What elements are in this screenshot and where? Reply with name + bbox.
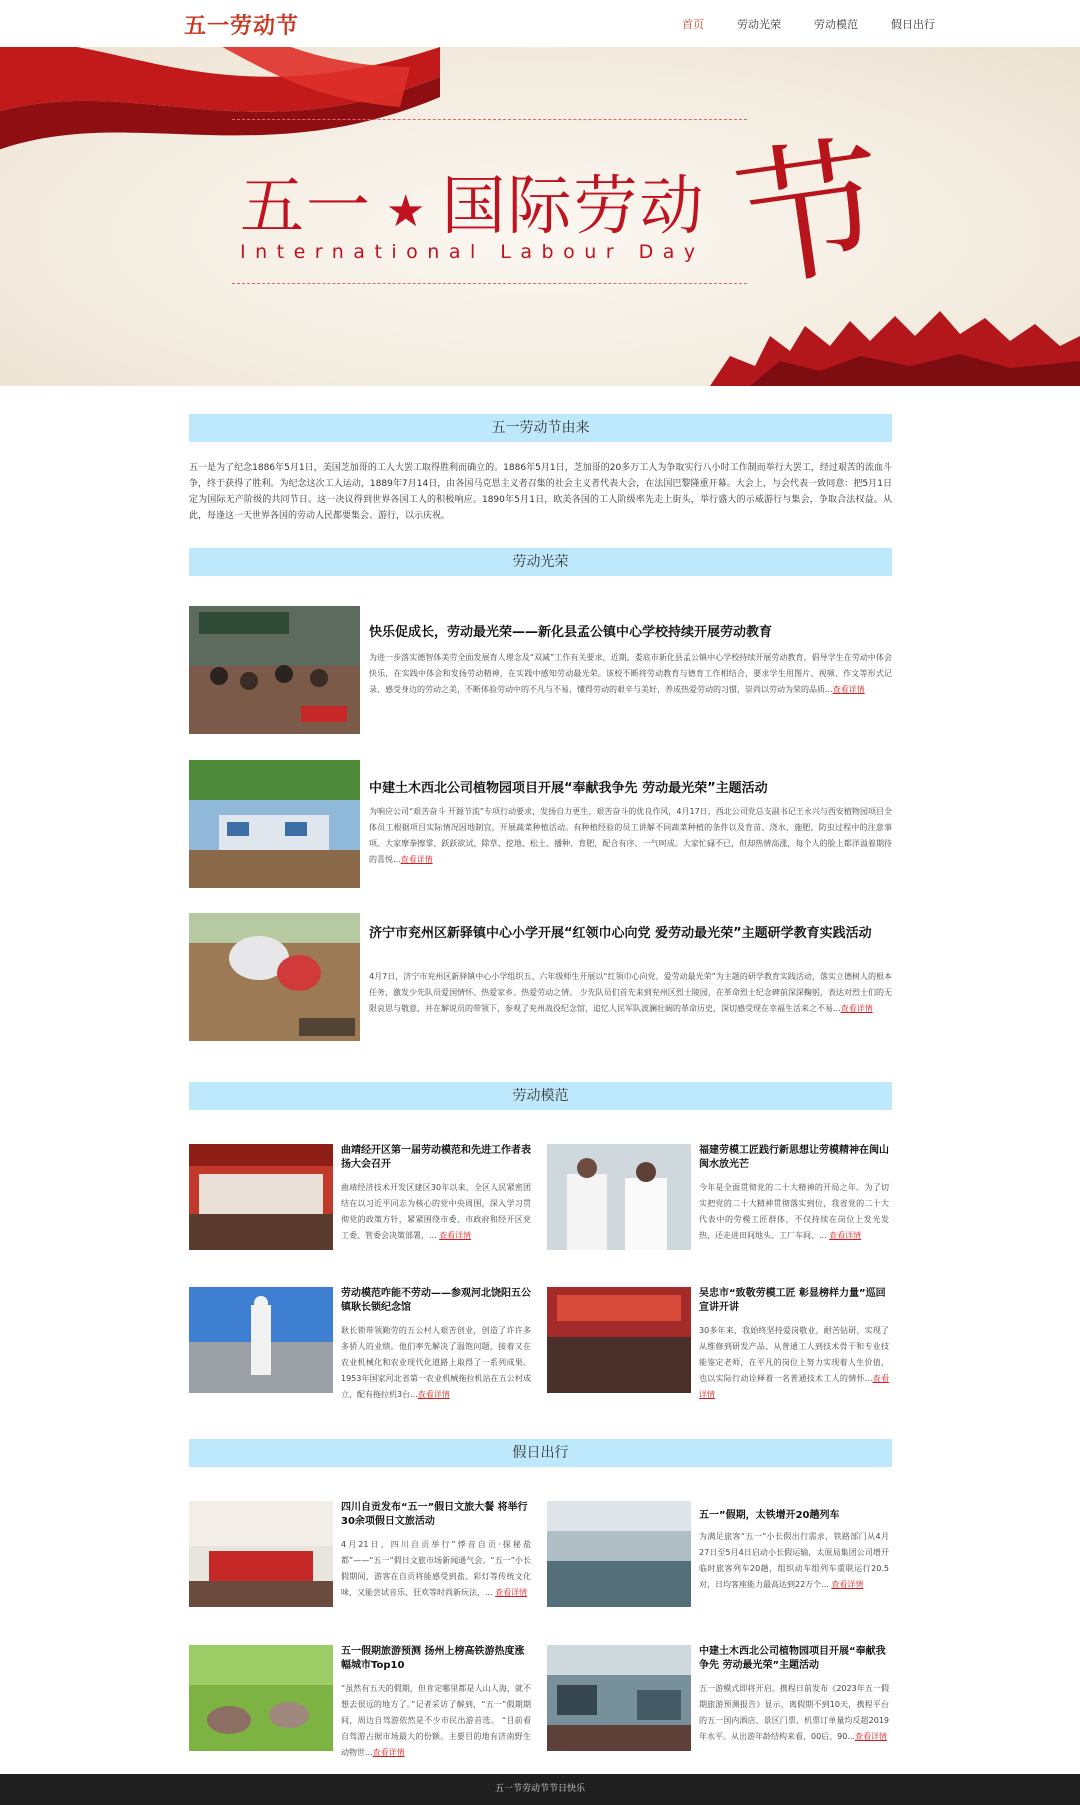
top-navbar [0,0,1080,47]
news-body [369,650,892,698]
read-more-link[interactable]: 查看详情 [832,685,865,694]
card-thumbnail-old-town[interactable] [547,1645,691,1751]
card-body-text: 五一游模式即将开启。携程日前发布《2023年五一假期旅游预测报告》显示，离假期不到10天，携程平台的五一国内酒店、景区门票、机票订单量均反超2019年水平。从出游年龄结构来看，00后、90... [699,1684,889,1741]
read-more-link[interactable]: 查看详情 [400,855,433,864]
news-item [189,606,892,734]
card-title[interactable]: 五一”假期，太铁增开20趟列车 [699,1510,840,1521]
read-more-link[interactable]: 查看详情 [372,1748,405,1757]
holiday-card [547,1645,895,1751]
origin-text: 五一是为了纪念1886年5月1日，美国芝加哥的工人大罢工取得胜利而确立的。1886年5月1日，芝加哥的20多万工人为争取实行八小时工作制而举行大罢工，经过艰苦的流血斗争，终于获得了胜利。为纪念这次工人运动，1889年7月14日，由各国马克思主义者召集的社会主义者代表大会，在法国巴黎隆重开幕。大会上，与会代表一致同意：把5月1日定为国际无产阶级的共同节日。这一决议得到世界各国工人的积极响应。1890年5月1日，欧美各国的工人阶级率先走上街头，举行盛大的示威游行与集会，争取合法权益。从此，每逢这一天世界各国的劳动人民都要集会、游行，以示庆祝。 [189,463,892,521]
main-nav [682,16,968,32]
page-footer [0,1774,1080,1805]
news-item [189,913,892,1041]
read-more-link[interactable]: 查看详情 [417,1390,450,1399]
card-body [699,1180,889,1244]
section-title-origin: 五一劳动节由来 [189,414,892,442]
card-title[interactable]: 中建土木西北公司植物园项目开展“奉献我争先 劳动最光荣”主题活动 [699,1646,886,1671]
card-thumbnail-auditorium[interactable] [547,1287,691,1393]
hero-banner [0,47,1080,386]
read-more-link[interactable]: 查看详情 [831,1580,864,1589]
news-item [189,760,892,888]
site-logo[interactable]: 五一劳动节 [184,14,300,39]
card-body [699,1323,889,1403]
read-more-link[interactable]: 查看详情 [439,1231,472,1240]
card-body-text: 为满足旅客“五一”小长假出行需求，铁路部门从4月27日至5月4日启动小长假运输，太原局集团公司增开临时旅客列车20趟，组织动车组列车重联运行20.5对，日均客座能力最高达到22万个... [699,1532,889,1589]
card-body [699,1681,889,1745]
card-body [699,1529,889,1593]
card-body-text: 今年是全面贯彻党的二十大精神的开局之年。为了切实把党的二十大精神贯彻落实到位，我省党的二十大代表中的劳模工匠群体，不仅持续在岗位上发光发热，还走进田间地头、工厂车间、... [699,1183,889,1240]
news-title[interactable]: 济宁市兖州区新驿镇中心小学开展“红领巾心向党 爱劳动最光荣”主题研学教育实践活动 [369,926,872,941]
model-card [189,1287,537,1399]
news-body-text: 4月7日，济宁市兖州区新驿镇中心小学组织五、六年级师生开展以“红领巾心向党，爱劳动最光荣”为主题的研学教育实践活动，落实立德树人的根本任务，激发少先队员爱国情怀、热爱家乡、热爱劳动之情。 少先队员们首先来到兖州区烈士陵园，在革命烈士纪念碑前深深鞠躬，表达对烈士们的无限哀思与敬意，并在解说员的带领下，参观了兖州战役纪念馆，追忆人民军队波澜壮阔的革命历史，深切感受现在幸福生活来之不易... [369,972,892,1013]
section-title-holiday: 假日出行 [189,1439,892,1467]
nav-labour-models[interactable]: 劳动模范 [814,18,858,31]
nav-home[interactable]: 首页 [682,18,704,31]
card-body [341,1323,531,1403]
news-thumbnail-garden[interactable] [189,760,360,888]
holiday-card [189,1645,537,1757]
model-card [547,1287,895,1399]
card-body-text: 30多年来，我始终坚持爱岗敬业，耐苦钻研，实现了从维修到研发产品、从普通工人到技术骨干和专业技能鉴定老师，在平凡的岗位上努力实现着人生价值，也以实际行动诠释着一名普通技术工人的情怀... [699,1326,889,1383]
card-title[interactable]: 吴忠市“致敬劳模工匠 彰显榜样力量”巡回宣讲开讲 [699,1288,886,1313]
read-more-link[interactable]: 查看详情 [829,1231,862,1240]
holiday-card [189,1501,537,1607]
banner-divider-bottom [232,283,747,284]
card-title[interactable]: 劳动模范咋能不劳动——参观河北饶阳五公镇耿长锁纪念馆 [341,1288,531,1313]
model-card [189,1144,537,1250]
card-title[interactable]: 福建劳模工匠践行新思想让劳模精神在闽山闽水放光芒 [699,1145,889,1170]
card-body-text: “虽然有五天的假期，但肯定哪里都是人山人海，就不想去很远的地方了。”记者采访了解到，“五一”假期期间，周边自驾游依然是不少市民出游首选。 “目前看自驾游占据市场最大的份额。主要目的地有济南野生动物世... [341,1684,531,1757]
read-more-link[interactable]: 查看详情 [699,1374,889,1399]
banner-divider-top [232,119,747,120]
news-body-text: 为响应公司“艰苦奋斗 开源节流”专项行动要求，发扬自力更生、艰苦奋斗的优良作风，4月17日，西北公司党总支副书记王永兴与西安植物园项目全体员工根据项目实际情况因地制宜，开展蔬菜种植活动。有种植经验的员工讲解不同蔬菜种植的条件以及育苗、浇水、施肥、防虫过程中的注意事项。大家摩拳擦掌、跃跃欲试，除草、挖地、松土、播种、育肥，配合有序、一气呵成。大家忙碌不已，但却热情高涨，每个人的脸上都洋溢着期待的喜悦... [369,807,892,864]
card-title[interactable]: 四川自贡发布“五一”假日文旅大餐 将举行30余项假日文旅活动 [341,1502,528,1527]
section-title-glory: 劳动光荣 [189,548,892,576]
card-body [341,1180,531,1244]
model-card [547,1144,895,1250]
banner-title-right: 国际劳动 [441,170,706,244]
card-thumbnail-lab[interactable] [547,1144,691,1250]
section-title-models: 劳动模范 [189,1082,892,1110]
card-thumbnail-statue[interactable] [189,1287,333,1393]
card-thumbnail-meeting[interactable] [189,1144,333,1250]
card-body-text: 耿长锁带领勤劳的五公村人艰苦创业，创造了许许多多骄人的业绩。他们率先解决了温饱问题，接着又在农业机械化和农业现代化道路上取得了一系列成果。1953年国家河北省第一农业机械拖拉机站在五公村成立，配有拖拉机3台... [341,1326,531,1399]
news-body-text: 为进一步落实德智体美劳全面发展育人理念及“双减”工作有关要求，近期，娄底市新化县孟公镇中心学校持续开展劳动教育，倡导学生在劳动中体会快乐，在实践中体会和发扬劳动精神，在实践中感知劳动最光荣。该校不断将劳动教育与德育工作相结合，要求学生用图片、视频、作文等形式记录、感受身边的劳动之美，不断体验劳动中的不凡与不易，懂得劳动的艰辛与美好，养成热爱劳动的习惯，崇尚以劳动为荣的品质... [369,653,892,694]
card-title[interactable]: 曲靖经开区第一届劳动模范和先进工作者表扬大会召开 [341,1145,531,1170]
workers-silhouette-decoration [710,306,1080,386]
news-title[interactable]: 快乐促成长，劳动最光荣——新化县孟公镇中心学校持续开展劳动教育 [369,625,773,640]
card-body-text: 曲靖经济技术开发区建区30年以来，全区人民紧密团结在以习近平同志为核心的党中央周围，深入学习贯彻党的政策方针，紧紧围绕市委、市政府和经开区党工委、管委会决策部署，... [341,1183,531,1240]
nav-labour-glory[interactable]: 劳动光荣 [737,18,781,31]
card-thumbnail-press-event[interactable] [189,1501,333,1607]
footer-text: 五一节劳动节节日快乐 [494,1784,585,1794]
holiday-card [547,1501,895,1607]
banner-title-left: 五一 [240,170,372,244]
banner-subtitle: International Labour Day [240,241,705,263]
card-thumbnail-train-station[interactable] [547,1501,691,1607]
card-thumbnail-deer-park[interactable] [189,1645,333,1751]
banner-calligraphy-char: 节 [725,119,896,311]
card-body [341,1537,531,1601]
read-more-link[interactable]: 查看详情 [855,1732,887,1741]
banner-title [240,155,705,247]
news-body [369,804,892,868]
read-more-link[interactable]: 查看详情 [495,1588,528,1597]
news-thumbnail-classroom[interactable] [189,606,360,734]
card-body [341,1681,531,1761]
news-body [369,969,892,1017]
star-icon: ★ [386,186,428,237]
news-title[interactable]: 中建土木西北公司植物园项目开展“奉献我争先 劳动最光荣”主题活动 [369,781,768,796]
card-body-text: 4月21日，四川自贡举行“悸音自贡·探秘盐都”——“五一”假日文旅市场新闻通气会。“五一”小长假期间，游客在自贡将能感受到盐、彩灯等传统文化味，又能尝试音乐、狂欢等时尚新玩法，... [341,1540,531,1597]
card-title[interactable]: 五一假期旅游预测 扬州上榜高铁游热度涨幅城市Top10 [341,1646,525,1671]
nav-holiday-travel[interactable]: 假日出行 [891,18,935,31]
news-thumbnail-planting[interactable] [189,913,360,1041]
read-more-link[interactable]: 查看详情 [840,1004,873,1013]
